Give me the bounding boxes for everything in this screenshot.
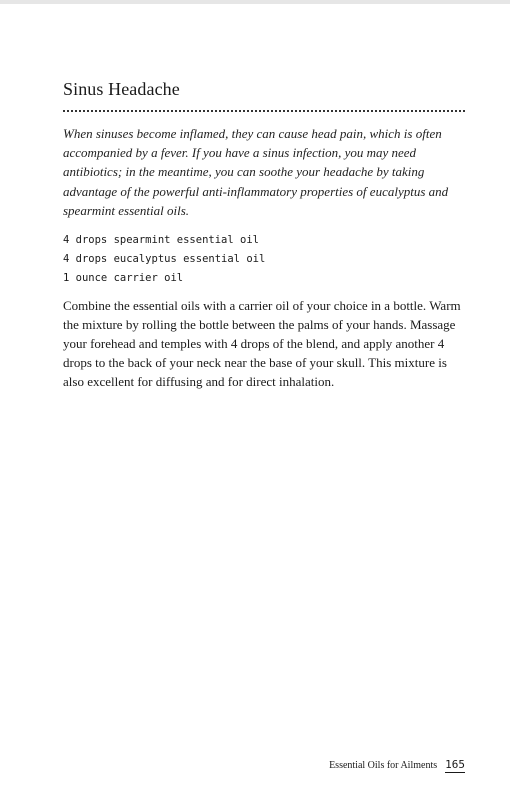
ingredient-list [63, 231, 468, 288]
chapter-title: Essential Oils for Ailments [329, 760, 438, 771]
dotted-divider [63, 110, 465, 112]
page-number: 165 [445, 758, 465, 771]
ingredient-item: 4 drops eucalyptus essential oil [63, 253, 266, 266]
top-edge-bar [0, 0, 510, 4]
ingredient-item: 1 ounce carrier oil [63, 272, 184, 285]
section-title: Sinus Headache [63, 79, 180, 99]
instructions-paragraph: Combine the essential oils with a carrier oil of your choice in a bottle. Warm the mixture by rolling the bottle between the palms of your hands. Massage your forehead and temples with 4 drops of the blend, and apply another 4 drops to the back of your neck near the base of your skull. This mixture is also excellent for diffusing and for direct inhalation. [63, 298, 461, 390]
ingredient-item: 4 drops spearmint essential oil [63, 234, 259, 247]
page-content [63, 78, 468, 391]
intro-paragraph: When sinuses become inflamed, they can cause head pain, which is often accompanied by a fever. If you have a sinus infection, you may need antibiotics; in the meantime, you can soothe your headache by taking advantage of the powerful anti-inflammatory properties of eucalyptus and spearmint essential oils. [63, 126, 449, 218]
page-footer [329, 758, 465, 776]
